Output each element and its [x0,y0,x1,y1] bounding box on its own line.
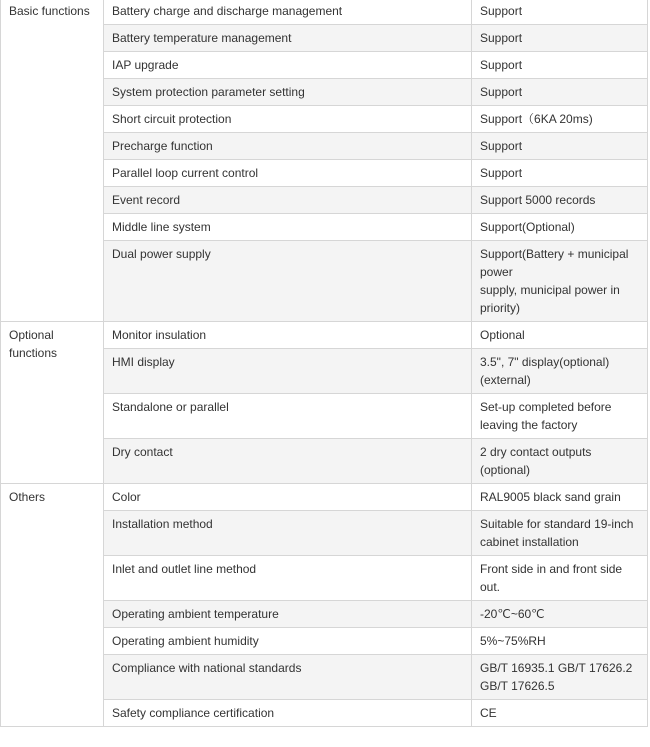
feature-cell: Safety compliance certification [104,700,472,727]
value-cell: GB/T 16935.1 GB/T 17626.2 GB/T 17626.5 [472,655,648,700]
value-cell: -20℃~60℃ [472,601,648,628]
value-cell: Support [472,25,648,52]
feature-cell: Inlet and outlet line method [104,556,472,601]
value-cell: 2 dry contact outputs (optional) [472,439,648,484]
value-cell: Support [472,160,648,187]
value-cell: Support [472,52,648,79]
value-cell: CE [472,700,648,727]
value-cell: Support(Battery + municipal power supply, municipal power in priority) [472,241,648,322]
table-row [1,484,648,511]
group-label-others: Others [1,484,104,727]
feature-cell: HMI display [104,349,472,394]
table-row [1,0,648,25]
value-cell: Optional [472,322,648,349]
feature-cell: Operating ambient humidity [104,628,472,655]
feature-cell: Battery temperature management [104,25,472,52]
feature-cell: Battery charge and discharge management [104,0,472,25]
feature-cell: Color [104,484,472,511]
feature-cell: Monitor insulation [104,322,472,349]
value-cell: Suitable for standard 19-inch cabinet installation [472,511,648,556]
value-cell: Front side in and front side out. [472,556,648,601]
feature-cell: Precharge function [104,133,472,160]
feature-cell: Dry contact [104,439,472,484]
value-cell: RAL9005 black sand grain [472,484,648,511]
value-cell: Support(Optional) [472,214,648,241]
group-label-basic-functions: Basic functions [1,0,104,322]
feature-cell: IAP upgrade [104,52,472,79]
table-row [1,322,648,349]
value-cell: Set-up completed before leaving the factory [472,394,648,439]
feature-cell: Event record [104,187,472,214]
group-label-optional-functions: Optional functions [1,322,104,484]
value-cell: 3.5", 7" display(optional) (external) [472,349,648,394]
feature-cell: System protection parameter setting [104,79,472,106]
feature-cell: Compliance with national standards [104,655,472,700]
feature-cell: Standalone or parallel [104,394,472,439]
feature-cell: Dual power supply [104,241,472,322]
value-cell: Support（6KA 20ms) [472,106,648,133]
value-cell: Support [472,79,648,106]
value-cell: Support [472,133,648,160]
feature-cell: Middle line system [104,214,472,241]
value-cell: 5%~75%RH [472,628,648,655]
value-cell: Support [472,0,648,25]
feature-cell: Installation method [104,511,472,556]
value-cell: Support 5000 records [472,187,648,214]
feature-cell: Short circuit protection [104,106,472,133]
feature-cell: Parallel loop current control [104,160,472,187]
feature-cell: Operating ambient temperature [104,601,472,628]
